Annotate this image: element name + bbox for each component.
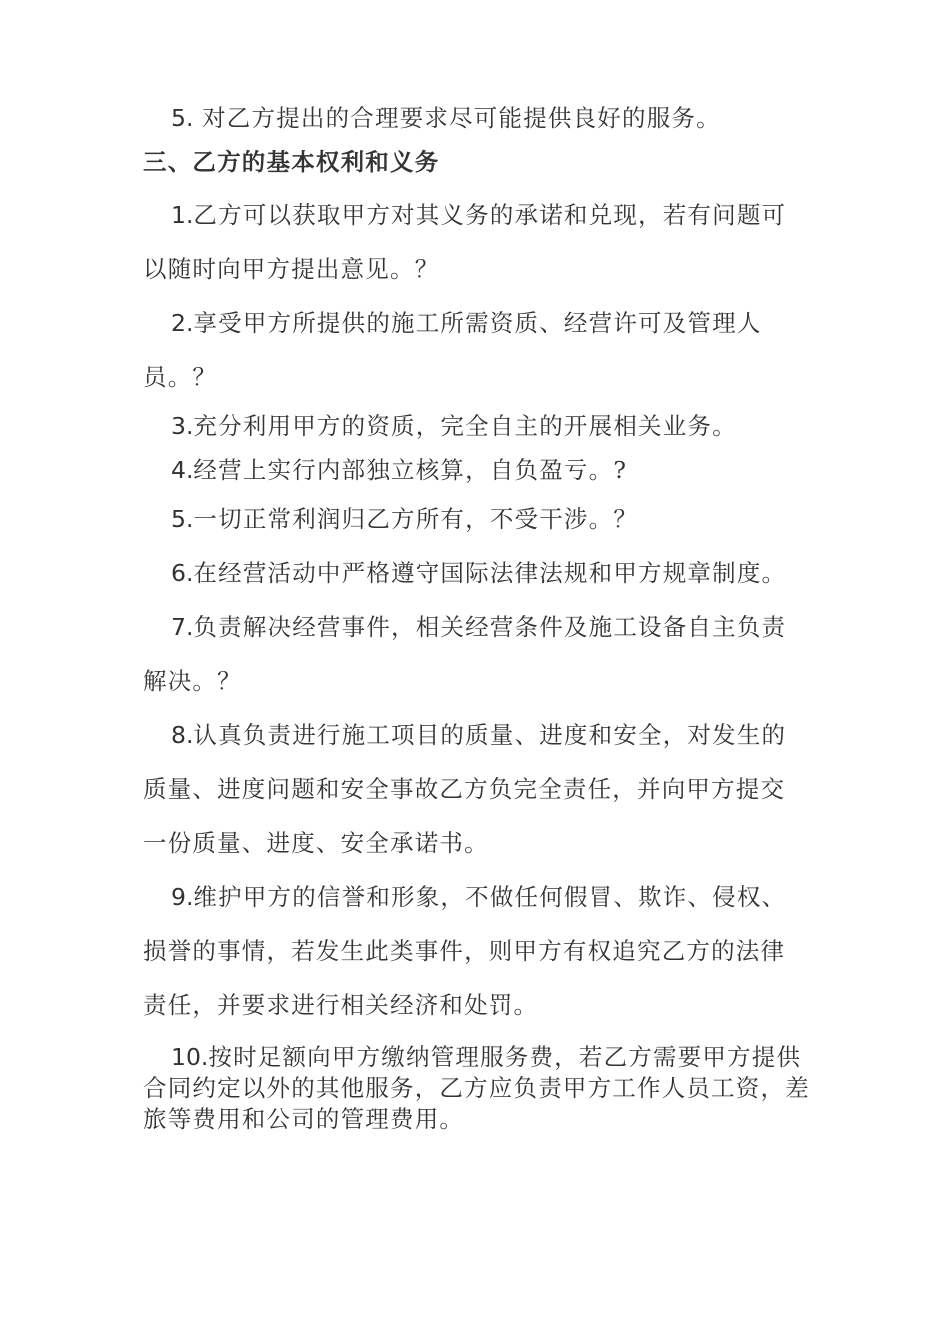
clause-text: 一切正常利润归乙方所有，不受干涉。？: [193, 505, 639, 533]
clause-number: 1.: [171, 201, 194, 229]
clause-number: 8.: [171, 721, 194, 749]
clause-item-10: [143, 1042, 813, 1135]
clause-text: 充分利用甲方的资质，完全自主的开展相关业务。: [193, 412, 737, 440]
clause-item-3: [143, 404, 813, 448]
clause-text: 乙方可以获取甲方对其义务的承诺和兑现，若有问题可 以随时向甲方提出意见。？: [143, 201, 787, 283]
clause-number: 10.: [171, 1043, 209, 1071]
clause-number: 5.: [171, 104, 194, 132]
clause-number: 7.: [171, 613, 194, 641]
clause-text: 负责解决经营事件，相关经营条件及施工设备自主负责 解决。？: [143, 613, 787, 695]
clause-text: 认真负责进行施工项目的质量、进度和安全，对发生的 质量、进度问题和安全事故乙方负完全责任，并向甲方提交 一份质量、进度、安全承诺书。: [143, 721, 787, 857]
clause-text: 享受甲方所提供的施工所需资质、经营许可及管理人员。？: [143, 309, 762, 391]
clause-text: 维护甲方的信誉和形象，不做任何假冒、欺诈、侵权、 损誉的事情，若发生此类事件，则甲方有权追究乙方的法律 责任，并要求进行相关经济和处罚。: [143, 883, 787, 1019]
clause-item-2: [143, 296, 813, 404]
clause-item-6: [143, 546, 813, 600]
clause-item-4: [143, 448, 813, 492]
clause-item-5-party-a: [143, 96, 813, 140]
clause-number: 6.: [171, 559, 194, 587]
clause-number: 2.: [171, 309, 194, 337]
clause-text: 对乙方提出的合理要求尽可能提供良好的服务。: [193, 104, 721, 132]
clause-item-8: [143, 708, 813, 870]
document-body: [143, 96, 813, 1135]
clause-item-1: [143, 188, 813, 296]
clause-number: 3.: [171, 412, 194, 440]
clause-number: 9.: [171, 883, 194, 911]
clause-item-7: [143, 600, 813, 708]
clause-item-5: [143, 492, 813, 546]
clause-text: 在经营活动中严格遵守国际法律法规和甲方规章制度。: [193, 559, 787, 587]
clause-item-9: [143, 870, 813, 1032]
clause-number: 4.: [171, 456, 194, 484]
clause-number: 5.: [171, 505, 194, 533]
clause-text: 经营上实行内部独立核算，自负盈亏。?: [193, 456, 628, 484]
section-heading: 三、乙方的基本权利和义务: [143, 148, 440, 176]
clause-text: 按时足额向甲方缴纳管理服务费，若乙方需要甲方提供合同约定以外的其他服务，乙方应负责甲方工作人员工资，差旅等费用和公司的管理费用。: [143, 1043, 810, 1133]
